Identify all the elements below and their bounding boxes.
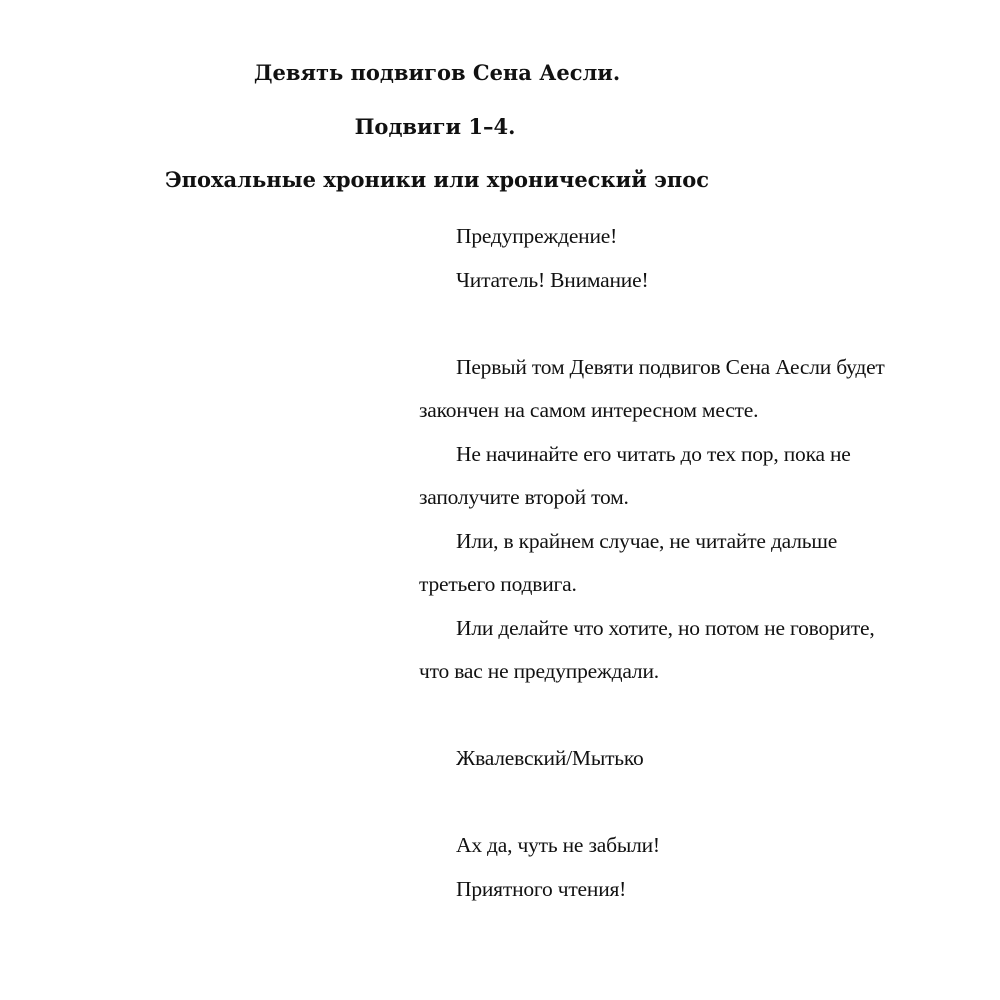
epigraph	[419, 215, 897, 911]
attention-line: Читатель! Внимание!	[456, 267, 649, 292]
book-subtitle: Подвиги 1–4.	[354, 114, 516, 139]
author-signature: Жвалевский/Мытько	[456, 746, 644, 770]
warning-paragraph-4: Или делайте что хотите, но потом не говорите, что вас не предупреждали.	[419, 615, 875, 683]
book-tagline: Эпохальные хроники или хронический эпос	[164, 167, 710, 192]
spacer	[419, 302, 897, 346]
book-title: Девять подвигов Сена Аесли.	[253, 60, 621, 85]
warning-paragraph-2: Не начинайте его читать до тех пор, пока не заполучите второй том.	[419, 441, 851, 509]
spacer	[419, 694, 897, 738]
postscript-line-2: Приятного чтения!	[456, 876, 627, 901]
spacer	[419, 781, 897, 825]
warning-paragraph-3: Или, в крайнем случае, не читайте дальше третьего подвига.	[419, 528, 838, 596]
postscript-line-1: Ах да, чуть не забыли!	[456, 833, 660, 857]
warning-line: Предупреждение!	[456, 224, 618, 248]
warning-paragraph-1: Первый том Девяти подвигов Сена Аесли будет закончен на самом интересном месте.	[419, 354, 885, 422]
